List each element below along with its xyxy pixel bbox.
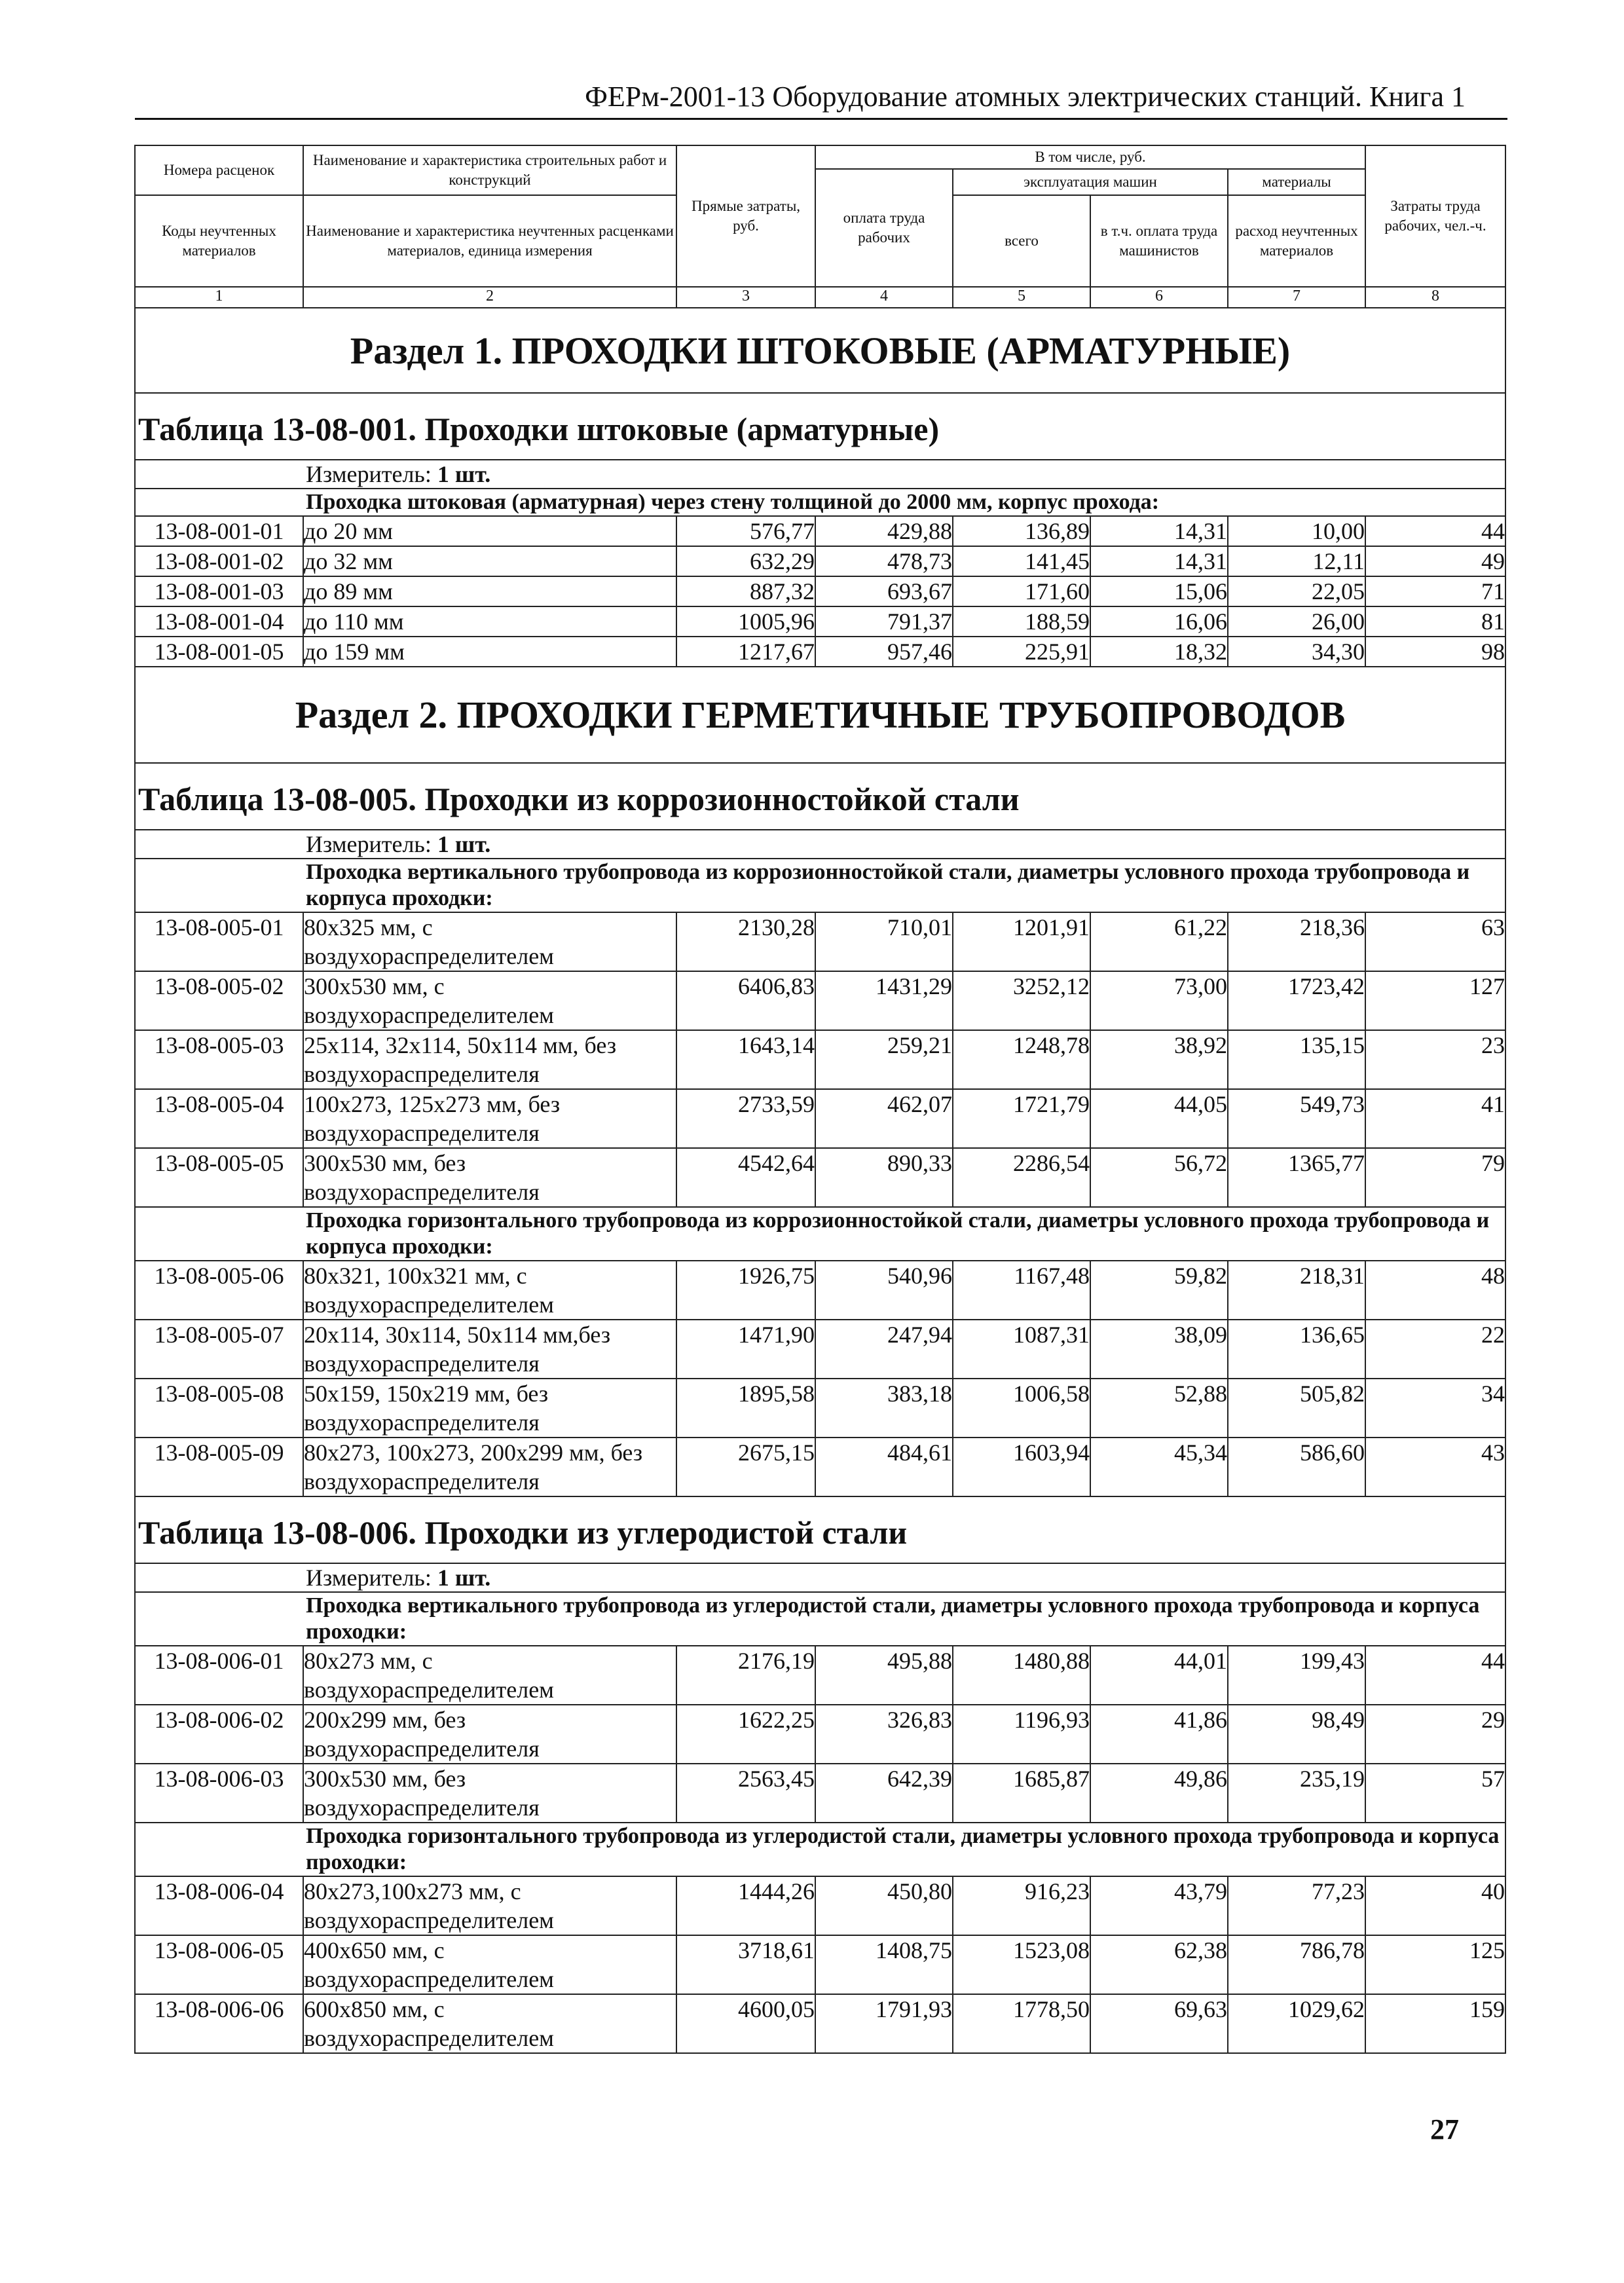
direct-cost: 887,32 <box>676 576 815 606</box>
machine-cost: 1248,78 <box>953 1030 1090 1089</box>
machinist-cost: 16,06 <box>1090 606 1228 637</box>
table-title-row <box>135 763 1505 830</box>
machine-cost: 1603,94 <box>953 1438 1090 1496</box>
machine-cost: 141,45 <box>953 546 1090 576</box>
labor-cost: 383,18 <box>815 1379 953 1438</box>
table-row <box>135 1994 1505 2053</box>
work-name: 25x114, 32x114, 50x114 мм, без воздухораспределителя <box>303 1030 676 1089</box>
direct-cost: 1622,25 <box>676 1705 815 1764</box>
labor-hours: 98 <box>1365 637 1505 667</box>
labor-cost: 462,07 <box>815 1089 953 1148</box>
col-number: 3 <box>676 287 815 308</box>
machinist-cost: 62,38 <box>1090 1935 1228 1994</box>
group-caption-row <box>135 1823 1505 1876</box>
machinist-cost: 61,22 <box>1090 912 1228 971</box>
page-header: ФЕРм-2001-13 Оборудование атомных электрических станций. Книга 1 <box>585 81 1466 113</box>
labor-hours: 48 <box>1365 1261 1505 1320</box>
table-row <box>135 1876 1505 1935</box>
rate-code: 13-08-005-06 <box>135 1261 303 1320</box>
labor-cost: 693,67 <box>815 576 953 606</box>
col-number: 8 <box>1365 287 1505 308</box>
rate-code: 13-08-005-01 <box>135 912 303 971</box>
direct-cost: 3718,61 <box>676 1935 815 1994</box>
material-cost: 235,19 <box>1228 1764 1365 1823</box>
labor-cost: 1791,93 <box>815 1994 953 2053</box>
work-name: 80x273, 100x273, 200x299 мм, без воздухораспределителя <box>303 1438 676 1496</box>
material-cost: 12,11 <box>1228 546 1365 576</box>
meter <box>135 830 1505 859</box>
material-cost: 98,49 <box>1228 1705 1365 1764</box>
work-name: 600x850 мм, с воздухораспределителем <box>303 1994 676 2053</box>
material-cost: 505,82 <box>1228 1379 1365 1438</box>
table-row <box>135 912 1505 971</box>
material-cost: 549,73 <box>1228 1089 1365 1148</box>
machine-cost: 1523,08 <box>953 1935 1090 1994</box>
material-cost: 136,65 <box>1228 1320 1365 1379</box>
table-row <box>135 637 1505 667</box>
machine-cost: 188,59 <box>953 606 1090 637</box>
table-title-row <box>135 393 1505 460</box>
work-name: 300x530 мм, без воздухораспределителя <box>303 1148 676 1207</box>
direct-cost: 632,29 <box>676 546 815 576</box>
header-machinist: в т.ч. оплата труда машинистов <box>1090 195 1228 287</box>
machinist-cost: 52,88 <box>1090 1379 1228 1438</box>
header-rule <box>135 118 1507 120</box>
meter-row <box>135 1563 1505 1592</box>
table-title: Таблица 13-08-005. Проходки из коррозионностойкой стали <box>135 763 1505 830</box>
labor-cost: 247,94 <box>815 1320 953 1379</box>
labor-hours: 23 <box>1365 1030 1505 1089</box>
machine-cost: 3252,12 <box>953 971 1090 1030</box>
rate-code: 13-08-001-05 <box>135 637 303 667</box>
group-caption-row <box>135 1207 1505 1261</box>
col-number: 1 <box>135 287 303 308</box>
work-name: 200x299 мм, без воздухораспределителя <box>303 1705 676 1764</box>
table-row <box>135 1935 1505 1994</box>
labor-hours: 71 <box>1365 576 1505 606</box>
rate-code: 13-08-005-07 <box>135 1320 303 1379</box>
labor-hours: 34 <box>1365 1379 1505 1438</box>
work-name: 300x530 мм, без воздухораспределителя <box>303 1764 676 1823</box>
header-total: всего <box>953 195 1090 287</box>
machinist-cost: 59,82 <box>1090 1261 1228 1320</box>
direct-cost: 1471,90 <box>676 1320 815 1379</box>
material-cost: 34,30 <box>1228 637 1365 667</box>
work-name: 80x325 мм, с воздухораспределителем <box>303 912 676 971</box>
material-cost: 199,43 <box>1228 1646 1365 1705</box>
machine-cost: 1480,88 <box>953 1646 1090 1705</box>
labor-hours: 22 <box>1365 1320 1505 1379</box>
labor-cost: 642,39 <box>815 1764 953 1823</box>
col-number: 7 <box>1228 287 1365 308</box>
meter-unit: 1 шт. <box>437 1565 491 1591</box>
header-machines: эксплуатация машин <box>953 169 1228 195</box>
header-labor: оплата труда рабочих <box>815 169 953 287</box>
work-name: до 89 мм <box>303 576 676 606</box>
work-name: до 110 мм <box>303 606 676 637</box>
table-title: Таблица 13-08-001. Проходки штоковые (арматурные) <box>135 393 1505 460</box>
section-row <box>135 667 1505 763</box>
meter <box>135 460 1505 489</box>
meter-unit: 1 шт. <box>437 461 491 487</box>
material-cost: 77,23 <box>1228 1876 1365 1935</box>
table-title-row <box>135 1496 1505 1563</box>
direct-cost: 1895,58 <box>676 1379 815 1438</box>
table-row <box>135 546 1505 576</box>
group-caption-row <box>135 1592 1505 1646</box>
meter-row <box>135 460 1505 489</box>
labor-hours: 44 <box>1365 516 1505 546</box>
material-cost: 26,00 <box>1228 606 1365 637</box>
header-materials: материалы <box>1228 169 1365 195</box>
machine-cost: 1167,48 <box>953 1261 1090 1320</box>
direct-cost: 4600,05 <box>676 1994 815 2053</box>
rate-code: 13-08-005-09 <box>135 1438 303 1496</box>
rate-code: 13-08-001-03 <box>135 576 303 606</box>
material-cost: 1029,62 <box>1228 1994 1365 2053</box>
machinist-cost: 15,06 <box>1090 576 1228 606</box>
machinist-cost: 14,31 <box>1090 516 1228 546</box>
machine-cost: 1201,91 <box>953 912 1090 971</box>
machine-cost: 916,23 <box>953 1876 1090 1935</box>
rate-code: 13-08-005-04 <box>135 1089 303 1148</box>
table-row <box>135 1705 1505 1764</box>
rate-code: 13-08-005-03 <box>135 1030 303 1089</box>
table-row <box>135 606 1505 637</box>
material-cost: 786,78 <box>1228 1935 1365 1994</box>
page-number: 27 <box>1430 2113 1459 2145</box>
group-caption: Проходка горизонтального трубопровода из углеродистой стали, диаметры условного прохода трубопровода и корпуса проходки: <box>135 1823 1505 1876</box>
labor-hours: 81 <box>1365 606 1505 637</box>
rate-code: 13-08-005-08 <box>135 1379 303 1438</box>
rate-code: 13-08-006-05 <box>135 1935 303 1994</box>
table-row <box>135 1089 1505 1148</box>
work-name: 400x650 мм, с воздухораспределителем <box>303 1935 676 1994</box>
labor-cost: 957,46 <box>815 637 953 667</box>
work-name: 80x321, 100x321 мм, с воздухораспределителем <box>303 1261 676 1320</box>
rate-code: 13-08-005-05 <box>135 1148 303 1207</box>
labor-cost: 450,80 <box>815 1876 953 1935</box>
material-cost: 1723,42 <box>1228 971 1365 1030</box>
meter-label: Измеритель: <box>306 1565 432 1591</box>
header-col1-bottom: Коды неучтенных материалов <box>135 195 303 287</box>
work-name: до 32 мм <box>303 546 676 576</box>
labor-cost: 326,83 <box>815 1705 953 1764</box>
group-caption: Проходка горизонтального трубопровода из коррозионностойкой стали, диаметры условного прохода трубопровода и корпуса проходки: <box>135 1207 1505 1261</box>
material-cost: 1365,77 <box>1228 1148 1365 1207</box>
direct-cost: 2733,59 <box>676 1089 815 1148</box>
direct-cost: 2130,28 <box>676 912 815 971</box>
header-direct: Прямые затраты, руб. <box>676 145 815 287</box>
labor-cost: 478,73 <box>815 546 953 576</box>
rate-code: 13-08-006-04 <box>135 1876 303 1935</box>
direct-cost: 1926,75 <box>676 1261 815 1320</box>
labor-cost: 890,33 <box>815 1148 953 1207</box>
col-number: 5 <box>953 287 1090 308</box>
machine-cost: 1196,93 <box>953 1705 1090 1764</box>
col-number: 4 <box>815 287 953 308</box>
labor-hours: 43 <box>1365 1438 1505 1496</box>
work-name: 20x114, 30x114, 50x114 мм,без воздухораспределителя <box>303 1320 676 1379</box>
machinist-cost: 41,86 <box>1090 1705 1228 1764</box>
section-title: Раздел 2. ПРОХОДКИ ГЕРМЕТИЧНЫЕ ТРУБОПРОВОДОВ <box>135 667 1505 763</box>
labor-cost: 495,88 <box>815 1646 953 1705</box>
machinist-cost: 49,86 <box>1090 1764 1228 1823</box>
group-caption: Проходка штоковая (арматурная) через стену толщиной до 2000 мм, корпус прохода: <box>135 489 1505 516</box>
labor-hours: 41 <box>1365 1089 1505 1148</box>
labor-hours: 79 <box>1365 1148 1505 1207</box>
labor-cost: 710,01 <box>815 912 953 971</box>
machinist-cost: 73,00 <box>1090 971 1228 1030</box>
direct-cost: 2675,15 <box>676 1438 815 1496</box>
table-row <box>135 1261 1505 1320</box>
labor-cost: 1408,75 <box>815 1935 953 1994</box>
labor-hours: 40 <box>1365 1876 1505 1935</box>
machinist-cost: 38,09 <box>1090 1320 1228 1379</box>
material-cost: 586,60 <box>1228 1438 1365 1496</box>
machinist-cost: 18,32 <box>1090 637 1228 667</box>
work-name: 80x273,100x273 мм, с воздухораспределителем <box>303 1876 676 1935</box>
header-hours: Затраты труда рабочих, чел.-ч. <box>1365 145 1505 287</box>
group-caption: Проходка вертикального трубопровода из углеродистой стали, диаметры условного прохода трубопровода и корпуса проходки: <box>135 1592 1505 1646</box>
group-caption-row <box>135 859 1505 912</box>
header-col1-top: Номера расценок <box>135 145 303 195</box>
labor-hours: 44 <box>1365 1646 1505 1705</box>
header-mat-use: расход неучтенных материалов <box>1228 195 1365 287</box>
machine-cost: 1778,50 <box>953 1994 1090 2053</box>
labor-hours: 57 <box>1365 1764 1505 1823</box>
material-cost: 22,05 <box>1228 576 1365 606</box>
group-caption: Проходка вертикального трубопровода из коррозионностойкой стали, диаметры условного прохода трубопровода и корпуса проходки: <box>135 859 1505 912</box>
section-title: Раздел 1. ПРОХОДКИ ШТОКОВЫЕ (АРМАТУРНЫЕ) <box>135 308 1505 393</box>
direct-cost: 2176,19 <box>676 1646 815 1705</box>
labor-hours: 125 <box>1365 1935 1505 1994</box>
rate-code: 13-08-005-02 <box>135 971 303 1030</box>
rates-table <box>134 145 1506 2054</box>
machinist-cost: 69,63 <box>1090 1994 1228 2053</box>
table-row <box>135 576 1505 606</box>
direct-cost: 1217,67 <box>676 637 815 667</box>
rate-code: 13-08-001-01 <box>135 516 303 546</box>
table-row <box>135 1148 1505 1207</box>
rate-code: 13-08-001-02 <box>135 546 303 576</box>
labor-cost: 259,21 <box>815 1030 953 1089</box>
table-row <box>135 516 1505 546</box>
machine-cost: 225,91 <box>953 637 1090 667</box>
machine-cost: 1087,31 <box>953 1320 1090 1379</box>
machine-cost: 2286,54 <box>953 1148 1090 1207</box>
work-name: 50x159, 150x219 мм, без воздухораспределителя <box>303 1379 676 1438</box>
rate-code: 13-08-001-04 <box>135 606 303 637</box>
table-title: Таблица 13-08-006. Проходки из углеродистой стали <box>135 1496 1505 1563</box>
machinist-cost: 38,92 <box>1090 1030 1228 1089</box>
labor-cost: 791,37 <box>815 606 953 637</box>
machinist-cost: 14,31 <box>1090 546 1228 576</box>
meter-label: Измеритель: <box>306 831 432 857</box>
meter-unit: 1 шт. <box>437 831 491 857</box>
labor-cost: 484,61 <box>815 1438 953 1496</box>
machinist-cost: 43,79 <box>1090 1876 1228 1935</box>
material-cost: 218,31 <box>1228 1261 1365 1320</box>
material-cost: 10,00 <box>1228 516 1365 546</box>
header-col2-bottom: Наименование и характеристика неучтенных расценками материалов, единица измерения <box>303 195 676 287</box>
rate-code: 13-08-006-06 <box>135 1994 303 2053</box>
material-cost: 135,15 <box>1228 1030 1365 1089</box>
direct-cost: 1643,14 <box>676 1030 815 1089</box>
direct-cost: 576,77 <box>676 516 815 546</box>
header-incl: В том числе, руб. <box>815 145 1365 169</box>
machinist-cost: 44,01 <box>1090 1646 1228 1705</box>
labor-hours: 127 <box>1365 971 1505 1030</box>
col-number: 2 <box>303 287 676 308</box>
section-row <box>135 308 1505 393</box>
direct-cost: 2563,45 <box>676 1764 815 1823</box>
machine-cost: 1685,87 <box>953 1764 1090 1823</box>
table-row <box>135 1764 1505 1823</box>
meter <box>135 1563 1505 1592</box>
table-row <box>135 971 1505 1030</box>
rate-code: 13-08-006-02 <box>135 1705 303 1764</box>
table-row <box>135 1646 1505 1705</box>
machinist-cost: 45,34 <box>1090 1438 1228 1496</box>
col-number: 6 <box>1090 287 1228 308</box>
header-col2-top: Наименование и характеристика строительных работ и конструкций <box>303 145 676 195</box>
rate-code: 13-08-006-01 <box>135 1646 303 1705</box>
labor-cost: 1431,29 <box>815 971 953 1030</box>
machinist-cost: 56,72 <box>1090 1148 1228 1207</box>
direct-cost: 1444,26 <box>676 1876 815 1935</box>
group-caption-row <box>135 489 1505 516</box>
rate-code: 13-08-006-03 <box>135 1764 303 1823</box>
work-name: до 159 мм <box>303 637 676 667</box>
machine-cost: 171,60 <box>953 576 1090 606</box>
table-row <box>135 1030 1505 1089</box>
labor-hours: 159 <box>1365 1994 1505 2053</box>
machine-cost: 1006,58 <box>953 1379 1090 1438</box>
direct-cost: 1005,96 <box>676 606 815 637</box>
labor-hours: 63 <box>1365 912 1505 971</box>
table-row <box>135 1438 1505 1496</box>
machine-cost: 136,89 <box>953 516 1090 546</box>
work-name: 300x530 мм, с воздухораспределителем <box>303 971 676 1030</box>
table-row <box>135 1320 1505 1379</box>
labor-cost: 540,96 <box>815 1261 953 1320</box>
work-name: 80x273 мм, с воздухораспределителем <box>303 1646 676 1705</box>
labor-hours: 29 <box>1365 1705 1505 1764</box>
machine-cost: 1721,79 <box>953 1089 1090 1148</box>
work-name: до 20 мм <box>303 516 676 546</box>
direct-cost: 4542,64 <box>676 1148 815 1207</box>
machinist-cost: 44,05 <box>1090 1089 1228 1148</box>
meter-label: Измеритель: <box>306 461 432 487</box>
work-name: 100x273, 125x273 мм, без воздухораспределителя <box>303 1089 676 1148</box>
direct-cost: 6406,83 <box>676 971 815 1030</box>
labor-hours: 49 <box>1365 546 1505 576</box>
meter-row <box>135 830 1505 859</box>
labor-cost: 429,88 <box>815 516 953 546</box>
material-cost: 218,36 <box>1228 912 1365 971</box>
table-row <box>135 1379 1505 1438</box>
